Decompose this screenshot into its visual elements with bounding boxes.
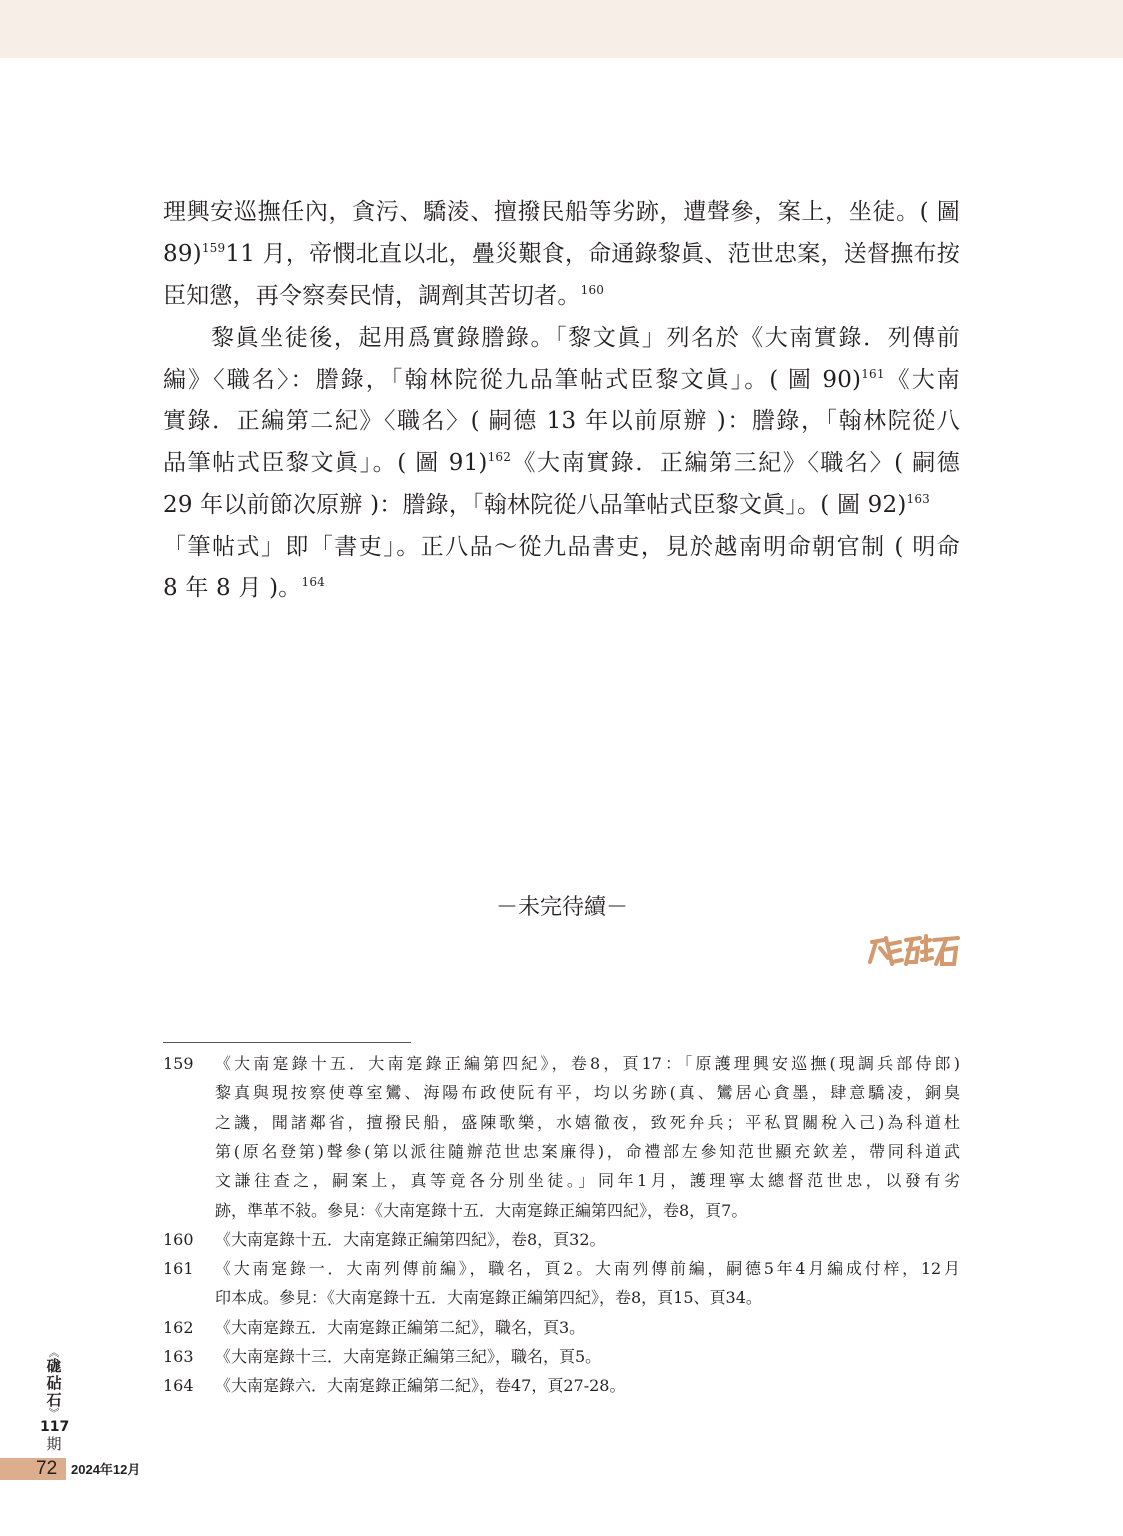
footnote-line: [163, 1053, 960, 1075]
journal-char: 砧: [46, 1374, 62, 1392]
text-run: 《大南: [884, 367, 961, 393]
to-be-continued: －未完待續－: [496, 895, 629, 920]
footnote-text: 黎真與現按察使尊室鸞、海陽布政使阮有平，均以劣跡(真、鸞居心貪墨，肆意驕凌，銅臭: [215, 1083, 960, 1103]
footnote-line: [163, 1375, 960, 1397]
footnote-text: 文謙往查之，嗣案上，真等竟各分別坐徒。」同年1月，護理寧太總督范世忠，以發有劣: [215, 1171, 960, 1191]
footnote-text: 跡，準革不敍。參見：《大南寔錄十五．大南寔錄正編第四紀》，卷8，頁7。: [215, 1200, 748, 1220]
footnote-ref[interactable]: 159: [201, 241, 226, 255]
footnote-number: 162: [163, 1317, 194, 1337]
footnote-text: 《大南寔錄五．大南寔錄正編第二紀》，職名，頁3。: [215, 1317, 586, 1337]
footnote-line: [163, 1170, 960, 1192]
footnote-text: 第(原名登第)聲參(第以派往隨辦范世忠案廉得)，命禮部左參知范世顯充欽差，帶同科道武: [215, 1141, 960, 1161]
text-run: 89): [163, 241, 202, 267]
footnote-text: 《大南寔錄十三．大南寔錄正編第三紀》，職名，頁5。: [215, 1347, 602, 1366]
journal-title-vertical: [40, 1348, 68, 1453]
issue-date: 2024年12月: [71, 1462, 141, 1477]
text-run: 8 年 8 月 )。: [163, 575, 302, 601]
footnote-line: [163, 1287, 960, 1309]
journal-char: 硥: [46, 1357, 62, 1375]
footnote-line: [163, 1141, 960, 1163]
page-number: 72: [36, 1458, 58, 1479]
body-text-line: [163, 239, 960, 269]
issue-suffix: 期: [46, 1435, 62, 1453]
body-text-line: [163, 532, 960, 562]
bracket-open: ︽: [48, 1346, 60, 1359]
footnote-line: [163, 1317, 960, 1339]
footnote-number: 164: [163, 1376, 194, 1396]
footnote-line: [163, 1200, 960, 1222]
footnote-divider: [163, 1042, 411, 1043]
text-run: 實錄．正編第二紀》〈職名〉( 嗣德 13 年以前原辦 )：謄錄，「翰林院從八: [163, 408, 960, 434]
journal-logo: [866, 930, 962, 970]
body-text-line: [163, 323, 960, 353]
footnote-line: [163, 1112, 960, 1134]
footnote-line: [163, 1229, 960, 1251]
journal-char: 石: [46, 1391, 62, 1409]
issue-number: 117: [40, 1419, 70, 1435]
top-band: [0, 0, 1123, 58]
footnote-text: 《大南寔錄十五．大南寔錄正編第四紀》，卷8，頁17：「原護理興安巡撫(現調兵部侍郎): [215, 1054, 960, 1073]
body-text-line: [163, 281, 960, 311]
text-run: 29 年以前節次原辦 )：謄錄，「翰林院從八品筆帖式臣黎文眞」。( 圖 92): [163, 492, 907, 518]
body-text-line: [163, 448, 960, 478]
footnote-line: [163, 1258, 960, 1280]
footnote-line: [163, 1346, 960, 1368]
text-run: 理興安巡撫任內，貪污、驕淩、擅撥民船等劣跡，遭聲參，案上，坐徒。( 圖: [163, 199, 960, 225]
body-text-line: [163, 490, 960, 520]
footnote-ref[interactable]: 163: [906, 492, 931, 506]
text-run: 黎眞坐徒後，起用爲實錄謄錄。「黎文眞」列名於《大南實錄．列傳前: [211, 325, 960, 351]
footnote-text: 之譏，聞諸鄰省，擅撥民船，盛陳歌樂，水嬉徹夜，致死弁兵；平私買關稅入己)為科道杜: [215, 1112, 960, 1132]
footnote-ref[interactable]: 164: [301, 575, 325, 589]
footnote-number: 160: [163, 1229, 194, 1249]
footnote-text: 《大南寔錄十五．大南寔錄正編第四紀》，卷8，頁32。: [215, 1229, 606, 1249]
bracket-close: ︾: [48, 1407, 60, 1420]
footnote-text: 印本成。參見：《大南寔錄十五．大南寔錄正編第四紀》，卷8，頁15、頁34。: [215, 1288, 762, 1308]
text-run: 「筆帖式」即「書吏」。正八品～從九品書吏，見於越南明命朝官制 ( 明命: [163, 534, 960, 560]
footnote-ref[interactable]: 162: [487, 450, 512, 464]
footnote-text: 《大南寔錄一．大南列傳前編》，職名，頁2。大南列傳前編，嗣德5年4月編成付梓，12月: [215, 1259, 960, 1279]
footnote-ref[interactable]: 161: [861, 367, 885, 381]
footnote-line: [163, 1082, 960, 1104]
body-text-line: [163, 406, 960, 436]
body-text-line: [163, 365, 960, 395]
text-run: 品筆帖式臣黎文眞」。( 圖 91): [163, 450, 488, 476]
footnote-number: 161: [163, 1259, 194, 1279]
footnote-number: 163: [163, 1347, 194, 1366]
footnote-number: 159: [163, 1054, 194, 1073]
footnote-text: 《大南寔錄六．大南寔錄正編第二紀》，卷47，頁27-28。: [215, 1376, 626, 1396]
body-text-line: [163, 197, 960, 227]
footnote-ref[interactable]: 160: [580, 283, 605, 297]
text-run: 11 月，帝憫北直以北，疊災艱食，命通錄黎眞、范世忠案，送督撫布按: [225, 241, 960, 267]
text-run: 臣知懲，再令察奏民情，調劑其苦切者。: [163, 283, 581, 309]
text-run: 編》〈職名〉：謄錄，「翰林院從九品筆帖式臣黎文眞」。( 圖 90): [163, 367, 862, 393]
text-run: 《大南實錄．正編第三紀》〈職名〉( 嗣德: [511, 450, 960, 476]
body-text-line: [163, 573, 960, 603]
